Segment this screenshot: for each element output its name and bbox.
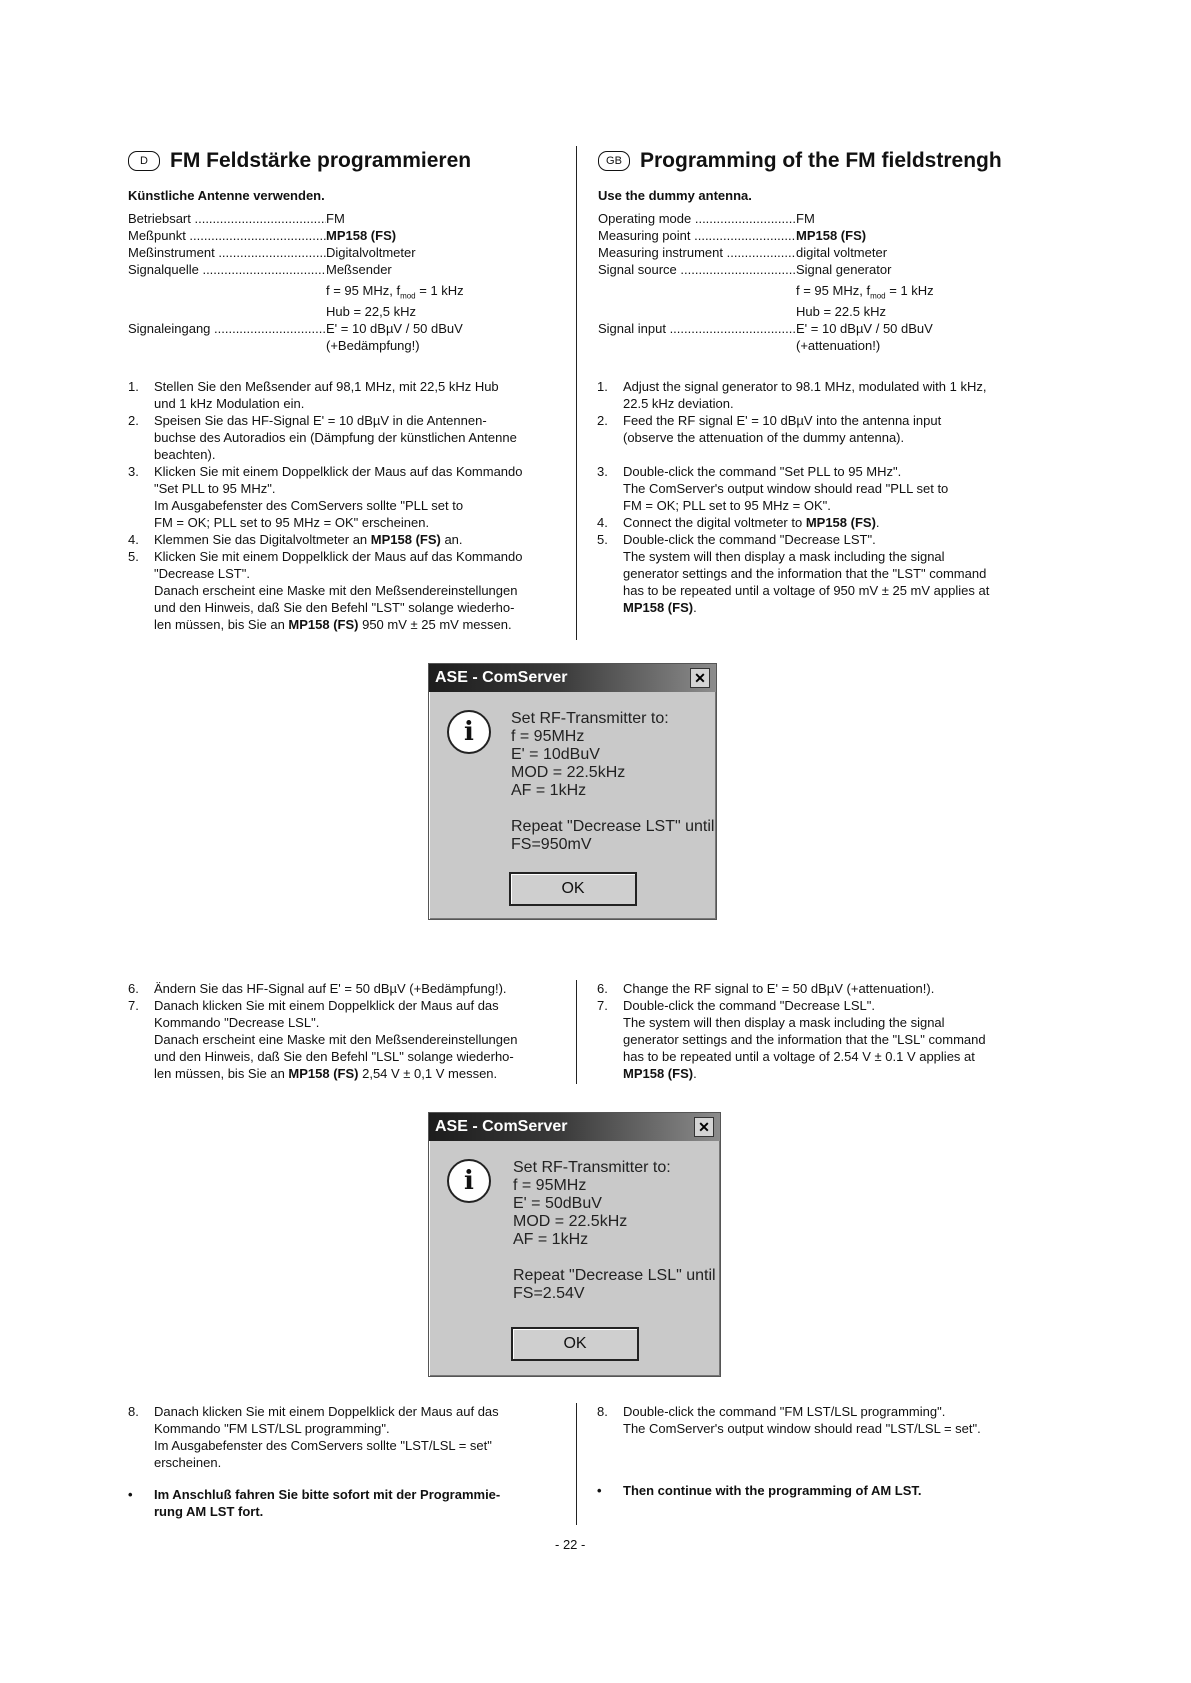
setting-label: Operating mode ..... (598, 210, 796, 227)
english-heading (598, 148, 1038, 174)
english-title: Programming of the FM fieldstrengh (640, 149, 1002, 172)
list-item: 7. Double-click the command "Decrease LSL". The system will then display a mask including the signal generator settings and the information that the "LSL" command has to be repeated until a voltage of 2.54 V ± 0.1 V applies at MP158 (FS). (597, 998, 986, 1081)
list-item: 6. Change the RF signal to E' = 50 dBµV (+attenuation!). (597, 981, 935, 996)
english-steps-b (597, 980, 1037, 1082)
german-settings (128, 210, 568, 354)
english-steps-a (597, 378, 1037, 616)
setting-label: Betriebsart ..... (128, 210, 326, 227)
german-subhead: Künstliche Antenne verwenden. (128, 188, 325, 203)
bullet: • (597, 1483, 602, 1498)
list-item: 5. Klicken Sie mit einem Doppelklick der Maus auf das Kommando "Decrease LST". Danach erscheint eine Maske mit den Meßsendereinstellungen und den Hinweis, daß Sie den Befehl "LST" solange wiederho- len müssen, bis Sie an MP158 (FS) 950 mV ± 25 mV messen. (128, 549, 523, 632)
german-title: FM Feldstärke programmieren (170, 149, 472, 172)
list-item: 5. Double-click the command "Decrease LST". The system will then display a mask including the signal generator settings and the information that the "LST" command has to be repeated until a voltage of 950 mV ± 25 mV applies at MP158 (FS). (597, 532, 990, 615)
setting-label: Signal input ..... (598, 320, 796, 354)
close-button[interactable]: ✕ (690, 668, 710, 688)
list-item: 6. Ändern Sie das HF-Signal auf E' = 50 dBµV (+Bedämpfung!). (128, 981, 507, 996)
german-heading (128, 148, 568, 174)
ok-button[interactable]: OK (509, 872, 637, 906)
english-steps-c (597, 1403, 1037, 1499)
list-item: 1. Adjust the signal generator to 98.1 MHz, modulated with 1 kHz, 22.5 kHz deviation. (597, 379, 987, 411)
list-item: 2. Speisen Sie das HF-Signal E' = 10 dBµV in die Antennen- buchse des Autoradios ein (Dämpfung der künstlichen Antenne beachten). (128, 413, 517, 462)
lang-badge-gb: GB (598, 151, 630, 171)
close-button[interactable]: ✕ (694, 1117, 714, 1137)
list-item: 3. Klicken Sie mit einem Doppelklick der Maus auf das Kommando "Set PLL to 95 MHz". Im Ausgabefenster des ComServers sollte "PLL set to FM = OK; PLL set to 95 MHz = OK" erscheinen. (128, 464, 523, 530)
setting-value: Digitalvoltmeter (326, 245, 416, 260)
setting-value: FM (796, 211, 815, 226)
setting-value: Meßsender f = 95 MHz, $f_{mod} = 1$ kHz Hub = 22,5 kHz (326, 262, 464, 319)
dialog-message: Set RF-Transmitter to: f = 95MHz E' = 50dBuV MOD = 22.5kHz AF = 1kHz Repeat "Decrease LSL" until FS=2.54V (513, 1159, 716, 1302)
setting-label: Measuring point ..... (598, 227, 796, 244)
german-header-section (128, 148, 568, 354)
lang-badge-de: D (128, 151, 160, 171)
setting-label: Signaleingang ..... (128, 320, 326, 354)
english-subhead: Use the dummy antenna. (598, 188, 752, 203)
dialog-title: ASE - ComServer (435, 669, 568, 686)
list-item: 7. Danach klicken Sie mit einem Doppelklick der Maus auf das Kommando "Decrease LSL". Danach erscheint eine Maske mit den Meßsendereinstellungen und den Hinweis, daß Sie den Befehl "LSL" solange wiederho- len müssen, bis Sie an MP158 (FS) 2,54 V ± 0,1 V messen. (128, 998, 518, 1081)
setting-label: Signal source ..... (598, 261, 796, 320)
list-item: 2. Feed the RF signal E' = 10 dBµV into the antenna input (observe the attenuation of the dummy antenna). (597, 413, 942, 445)
list-item: 4. Connect the digital voltmeter to MP158 (FS). (597, 515, 880, 530)
setting-value: MP158 (FS) (796, 228, 867, 243)
setting-value: FM (326, 211, 345, 226)
setting-label: Signalquelle ..... (128, 261, 326, 320)
german-steps-c (128, 1403, 558, 1520)
setting-label: Measuring instrument ..... (598, 244, 796, 261)
column-divider-2 (576, 980, 577, 1084)
english-settings (598, 210, 1038, 354)
dialog-titlebar[interactable] (429, 1113, 720, 1141)
list-item: 8. Double-click the command "FM LST/LSL programming". The ComServer's output window should read "LST/LSL = set". (597, 1404, 981, 1436)
setting-value: digital voltmeter (796, 245, 888, 260)
setting-value: Signal generator f = 95 MHz, $f_{mod} = 1$ kHz Hub = 22.5 kHz (796, 262, 934, 319)
info-icon: i (447, 1159, 491, 1203)
setting-value: E' = 10 dBµV / 50 dBuV (+Bedämpfung!) (326, 321, 463, 353)
column-divider-1 (576, 146, 577, 640)
info-icon: i (447, 710, 491, 754)
page-number: - 22 - (555, 1537, 586, 1552)
setting-label: Meßpunkt ..... (128, 227, 326, 244)
list-item: 8. Danach klicken Sie mit einem Doppelklick der Maus auf das Kommando "FM LST/LSL programming". Im Ausgabefenster des ComServers sollte "LST/LSL = set" erscheinen. (128, 1404, 499, 1470)
comserver-dialog-lst (428, 663, 717, 920)
bullet: • (128, 1487, 133, 1502)
dialog-titlebar[interactable] (429, 664, 716, 692)
ok-button[interactable]: OK (511, 1327, 639, 1361)
list-item: 4. Klemmen Sie das Digitalvoltmeter an MP158 (FS) an. (128, 532, 463, 547)
column-divider-3 (576, 1403, 577, 1525)
dialog-title: ASE - ComServer (435, 1118, 568, 1135)
list-item: 1. Stellen Sie den Meßsender auf 98,1 MHz, mit 22,5 kHz Hub und 1 kHz Modulation ein. (128, 379, 499, 411)
comserver-dialog-lsl (428, 1112, 721, 1377)
setting-value: E' = 10 dBµV / 50 dBuV (+attenuation!) (796, 321, 933, 353)
german-steps-a (128, 378, 558, 633)
english-note: • Then continue with the programming of AM LST. (597, 1483, 922, 1498)
setting-value: MP158 (FS) (326, 228, 397, 243)
setting-label: Meßinstrument ..... (128, 244, 326, 261)
german-note: • Im Anschluß fahren Sie bitte sofort mit der Programmie- rung AM LST fort. (128, 1487, 501, 1519)
german-steps-b (128, 980, 558, 1082)
dialog-message: Set RF-Transmitter to: f = 95MHz E' = 10dBuV MOD = 22.5kHz AF = 1kHz Repeat "Decrease LST" until FS=950mV (511, 710, 715, 853)
english-header-section (598, 148, 1038, 354)
list-item: 3. Double-click the command "Set PLL to 95 MHz". The ComServer's output window should read "PLL set to FM = OK; PLL set to 95 MHz = OK". (597, 464, 949, 513)
